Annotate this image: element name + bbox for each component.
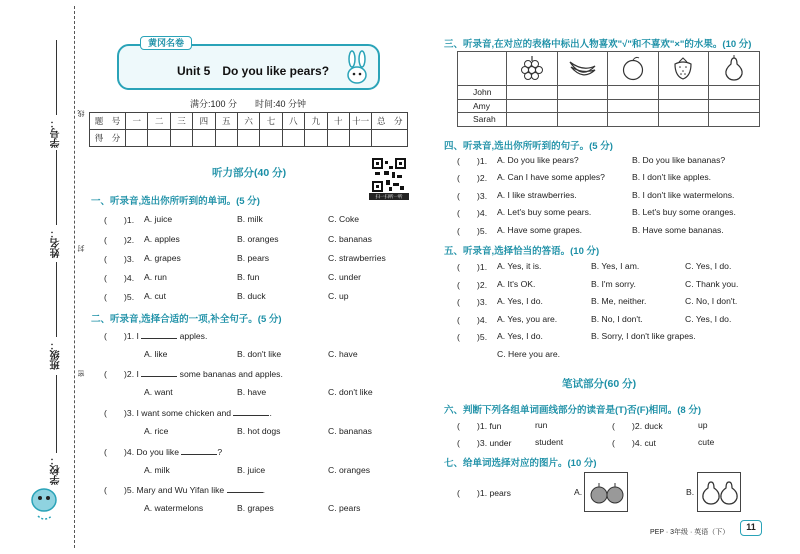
option-b: B. I don't like apples.	[632, 172, 712, 182]
answer-cell[interactable]	[709, 99, 760, 113]
option-b-label: B.	[686, 487, 695, 497]
option-a: A. apples	[144, 234, 180, 244]
score-cell[interactable]	[126, 130, 148, 147]
option-b: B. No, I don't.	[591, 314, 643, 324]
item-stem[interactable]: ( )4. Do you like	[104, 447, 179, 457]
item-stem[interactable]: ( )2. I	[104, 369, 139, 379]
option-b: B. hot dogs	[237, 426, 281, 436]
score-head: 九	[305, 113, 327, 130]
pears-icon	[698, 473, 742, 513]
mascot-icon	[20, 478, 70, 528]
option-a: A. Do you like pears?	[497, 155, 579, 165]
cut-mark-secret: 密	[78, 370, 85, 377]
score-head: 十	[327, 113, 349, 130]
answer-blank[interactable]	[141, 338, 177, 339]
option-c: C. Yes, I do.	[685, 314, 732, 324]
answer-cell[interactable]	[709, 113, 760, 127]
apples-icon	[585, 473, 629, 513]
page-number: 11	[740, 520, 762, 536]
item-number[interactable]: ( )2.	[457, 173, 488, 183]
list-item	[457, 296, 738, 308]
option-c: C. No, I don't.	[685, 296, 738, 306]
option-a: A. Have some grapes.	[497, 225, 583, 235]
item-number[interactable]: ( )2.	[104, 235, 135, 245]
compare-word: run	[535, 420, 548, 430]
score-head: 题 号	[90, 113, 126, 130]
corner-cell	[458, 52, 507, 86]
list-item	[457, 155, 726, 167]
list-item	[457, 279, 739, 291]
item-number[interactable]: ( )1.	[104, 215, 135, 225]
score-cell[interactable]	[148, 130, 170, 147]
option-b: B. Sorry, I don't like grapes.	[591, 331, 696, 341]
score-cell[interactable]	[282, 130, 304, 147]
item-number[interactable]: ( )3.	[457, 191, 488, 201]
score-cell[interactable]	[170, 130, 192, 147]
answer-cell[interactable]	[658, 99, 709, 113]
class-label: 班级：	[51, 340, 62, 370]
list-item	[104, 214, 360, 226]
fruit-header	[507, 52, 558, 86]
score-cell[interactable]	[260, 130, 282, 147]
student-id-field[interactable]	[56, 40, 57, 115]
option-a: A. I like strawberries.	[497, 190, 577, 200]
answer-cell[interactable]	[658, 113, 709, 127]
score-cell[interactable]	[327, 130, 349, 147]
score-cell[interactable]	[193, 130, 215, 147]
item-stem[interactable]: ( )4. cut	[612, 438, 656, 448]
cut-line	[74, 6, 75, 548]
name-field[interactable]	[56, 150, 57, 225]
answer-cell[interactable]	[507, 113, 558, 127]
options-row	[144, 387, 373, 397]
list-item	[612, 420, 708, 432]
option-c: C. Here you are.	[497, 349, 561, 359]
score-head: 三	[170, 113, 192, 130]
list-item	[104, 407, 272, 419]
cut-mark-line: 线	[78, 110, 85, 117]
option-a: A. Yes, you are.	[497, 314, 558, 324]
list-item	[457, 172, 712, 184]
list-item	[457, 331, 696, 343]
page-footer: PEP · 3年级 · 英语（下）	[650, 529, 730, 536]
item-number[interactable]: ( )1.	[457, 262, 488, 272]
list-item	[104, 330, 207, 342]
options-row	[144, 349, 358, 359]
answer-cell[interactable]	[658, 86, 709, 100]
option-b: B. grapes	[237, 503, 274, 513]
answer-blank[interactable]	[233, 415, 269, 416]
option-b: B. Do you like bananas?	[632, 155, 726, 165]
item-tail: ?	[217, 447, 223, 457]
option-b: B. Have some bananas.	[632, 225, 724, 235]
rabbit-mascot-icon	[340, 50, 374, 88]
section-7-title: 七、给单词选择对应的图片。(10 分)	[444, 458, 597, 469]
list-item	[104, 368, 283, 380]
option-b: B. oranges	[237, 234, 279, 244]
item-number[interactable]: ( )4.	[457, 208, 488, 218]
option-a: A. Let's buy some pears.	[497, 207, 592, 217]
list-item	[612, 437, 715, 449]
qr-caption: 扫一扫听一听	[369, 193, 409, 200]
list-item	[104, 484, 265, 496]
compare-word: student	[535, 437, 564, 447]
section-6-title: 六、判断下列各组单词画线部分的读音是(T)否(F)相同。(8 分)	[444, 405, 702, 416]
option-b: B. milk	[237, 214, 263, 224]
score-row-label: 得 分	[90, 130, 126, 147]
grapes-icon	[520, 54, 544, 82]
list-item	[104, 291, 349, 303]
score-head: 十一	[349, 113, 371, 130]
option-a-image[interactable]	[584, 472, 628, 512]
page-title: Unit 5 Do you like pears?	[177, 64, 330, 78]
item-number[interactable]: ( )4.	[457, 315, 488, 325]
item-tail: some bananas and apples.	[179, 369, 283, 379]
section-4-title: 四、听录音,选出你所听到的句子。(5 分)	[444, 141, 613, 152]
student-id-label: 学号：	[51, 118, 62, 148]
list-item	[457, 314, 732, 326]
name-label: 姓名：	[51, 228, 62, 258]
list-item	[457, 190, 735, 202]
fruit-header	[658, 52, 709, 86]
item-stem[interactable]: ( )3. I want some chicken and	[104, 408, 232, 418]
option-a: A. watermelons	[144, 503, 204, 513]
option-c: C. Coke	[328, 214, 360, 224]
fruit-header	[608, 52, 659, 86]
score-cell[interactable]	[215, 130, 237, 147]
compare-word: up	[698, 420, 708, 430]
option-c: C. Thank you.	[685, 279, 739, 289]
answer-cell[interactable]	[557, 99, 608, 113]
options-row	[144, 426, 372, 436]
bananas-icon	[567, 56, 597, 80]
option-a: A. Yes, I do.	[497, 331, 543, 341]
person-name: Amy	[458, 99, 507, 113]
written-title: 笔试部分(60 分)	[562, 378, 637, 390]
option-b: B. I'm sorry.	[591, 279, 636, 289]
option-a: A. rice	[144, 426, 169, 436]
listening-title: 听力部分(40 分)	[212, 167, 287, 179]
answer-blank[interactable]	[181, 454, 217, 455]
option-a: A. want	[144, 387, 173, 397]
option-a: A. like	[144, 349, 168, 359]
score-info: 满分:100 分 时间:40 分钟	[190, 99, 307, 109]
score-head: 总 分	[372, 113, 408, 130]
answer-cell[interactable]	[557, 86, 608, 100]
list-item	[457, 261, 732, 273]
list-item[interactable]: ( )1. pears	[457, 488, 511, 498]
section-1-title: 一、听录音,选出你所听到的单词。(5 分)	[91, 196, 260, 207]
option-c: C. bananas	[328, 426, 372, 436]
option-b: B. I don't like watermelons.	[632, 190, 735, 200]
item-stem[interactable]: ( )1. fun	[457, 421, 502, 431]
option-c: C. strawberries	[328, 253, 386, 263]
option-a: A. Yes, it is.	[497, 261, 542, 271]
answer-cell[interactable]	[709, 86, 760, 100]
answer-cell[interactable]	[557, 113, 608, 127]
item-number[interactable]: ( )2.	[457, 280, 488, 290]
item-stem[interactable]: ( )1. I	[104, 331, 139, 341]
option-b: B. pears	[237, 253, 270, 263]
score-head: 四	[193, 113, 215, 130]
item-tail: apples.	[179, 331, 208, 341]
section-2-title: 二、听录音,选择合适的一项,补全句子。(5 分)	[91, 314, 282, 325]
score-cell[interactable]	[305, 130, 327, 147]
option-c: C. pears	[328, 503, 361, 513]
answer-cell[interactable]	[608, 99, 659, 113]
score-head: 七	[260, 113, 282, 130]
option-c: C. oranges	[328, 465, 371, 475]
option-c: C. under	[328, 272, 361, 282]
section-3-title: 三、听录音,在对应的表格中标出人物喜欢"√"和不喜欢"×"的水果。(10 分)	[444, 39, 752, 50]
score-head: 一	[126, 113, 148, 130]
item-number[interactable]: ( )1.	[457, 156, 488, 166]
answer-cell[interactable]	[608, 113, 659, 127]
answer-cell[interactable]	[608, 86, 659, 100]
option-c: C. bananas	[328, 234, 372, 244]
score-table	[89, 112, 408, 147]
option-b-image[interactable]	[697, 472, 741, 512]
school-label: 学校：	[51, 455, 62, 485]
options-row	[144, 503, 361, 513]
option-b: B. Me, neither.	[591, 296, 647, 306]
item-number[interactable]: ( )5.	[104, 292, 135, 302]
option-b: B. juice	[237, 465, 266, 475]
option-b: B. Let's buy some oranges.	[632, 207, 736, 217]
option-a: A. Can I have some apples?	[497, 172, 605, 182]
section-5-title: 五、听录音,选择恰当的答语。(10 分)	[444, 246, 600, 257]
item-number[interactable]: ( )5.	[457, 332, 488, 342]
list-item	[457, 420, 548, 432]
score-cell[interactable]	[237, 130, 259, 147]
list-item	[104, 253, 386, 265]
option-a-label: A.	[574, 487, 583, 497]
score-head: 八	[282, 113, 304, 130]
school-field[interactable]	[56, 375, 57, 453]
option-a: A. juice	[144, 214, 173, 224]
option-a: A. milk	[144, 465, 170, 475]
options-row	[144, 465, 371, 475]
option-b: B. Yes, I am.	[591, 261, 640, 271]
list-item	[104, 272, 361, 284]
score-cell[interactable]	[349, 130, 371, 147]
list-item	[457, 225, 724, 237]
item-number[interactable]: ( )3.	[457, 297, 488, 307]
person-name: John	[458, 86, 507, 100]
list-item	[457, 207, 736, 219]
person-name: Sarah	[458, 113, 507, 127]
strawberry-icon	[672, 55, 694, 81]
option-a: A. grapes	[144, 253, 181, 263]
option-c: C. don't like	[328, 387, 373, 397]
option-b: B. don't like	[237, 349, 282, 359]
fruit-header	[709, 52, 760, 86]
pear-icon	[723, 54, 745, 82]
option-b: B. have	[237, 387, 267, 397]
option-c: C. Yes, I do.	[685, 261, 732, 271]
item-number[interactable]: ( )3.	[104, 254, 135, 264]
list-item	[104, 234, 372, 246]
fruit-table	[457, 51, 760, 127]
list-item	[104, 446, 222, 458]
list-item	[457, 437, 564, 449]
brand-logo: 黄冈名卷	[140, 36, 192, 50]
score-head: 二	[148, 113, 170, 130]
fruit-header	[557, 52, 608, 86]
option-b: B. duck	[237, 291, 266, 301]
item-number[interactable]: ( )5.	[457, 226, 488, 236]
option-c: C. have	[328, 349, 358, 359]
compare-word: cute	[698, 437, 715, 447]
answer-cell[interactable]	[507, 99, 558, 113]
option-c: C. up	[328, 291, 349, 301]
item-number[interactable]: ( )4.	[104, 273, 135, 283]
qr-code-icon[interactable]	[372, 158, 406, 192]
answer-blank[interactable]	[227, 492, 263, 493]
score-head: 六	[237, 113, 259, 130]
option-a: A. cut	[144, 291, 166, 301]
item-stem[interactable]: ( )2. duck	[612, 421, 663, 431]
item-stem[interactable]: ( )5. Mary and Wu Yifan like	[104, 485, 225, 495]
option-a: A. It's OK.	[497, 279, 536, 289]
option-a: A. Yes, I do.	[497, 296, 543, 306]
answer-cell[interactable]	[507, 86, 558, 100]
answer-blank[interactable]	[141, 376, 177, 377]
item-stem[interactable]: ( )3. under	[457, 438, 512, 448]
option-b: B. fun	[237, 272, 260, 282]
cut-mark-seal: 封	[78, 245, 85, 252]
class-field[interactable]	[56, 262, 57, 337]
option-a: A. run	[144, 272, 167, 282]
item-tail: .	[269, 408, 272, 418]
score-head: 五	[215, 113, 237, 130]
orange-icon	[620, 55, 646, 81]
score-cell[interactable]	[372, 130, 408, 147]
item-tail: .	[262, 485, 265, 495]
